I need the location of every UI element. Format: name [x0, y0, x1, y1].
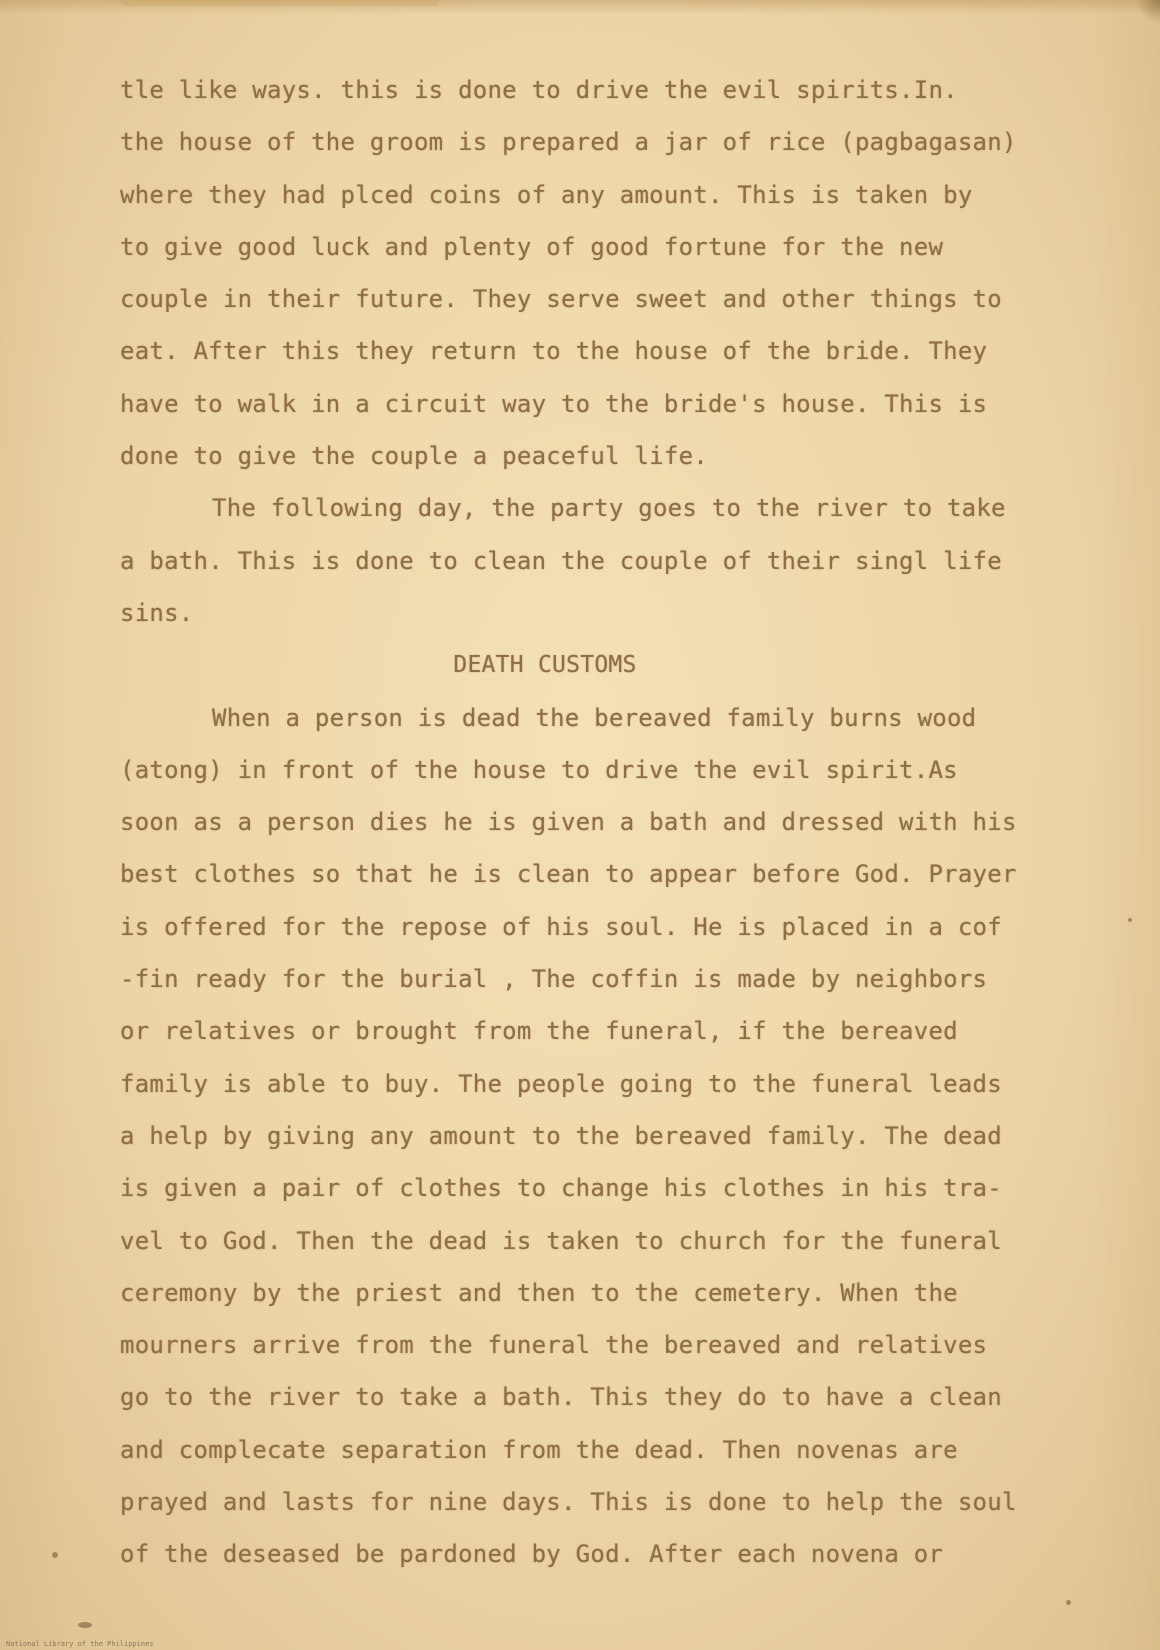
typed-text-body	[120, 64, 1060, 1581]
text-line: a bath. This is done to clean the couple of their singl life	[120, 546, 1002, 575]
paper-speck	[1066, 1600, 1071, 1605]
text-line: and complecate separation from the dead. Then novenas are	[120, 1435, 958, 1464]
text-line-indented: When a person is dead the bereaved family burns wood	[212, 703, 977, 732]
archive-footer-text: National Library of the Philippines	[6, 1640, 154, 1648]
text-line: -fin ready for the burial , The coffin is made by neighbors	[120, 965, 988, 994]
text-line: ceremony by the priest and then to the cemetery. When the	[120, 1278, 958, 1307]
text-line: a help by giving any amount to the bereaved family. The dead	[120, 1121, 1002, 1150]
text-line: of the deseased be pardoned by God. After each novena or	[120, 1540, 944, 1569]
section-heading-death-customs: DEATH CUSTOMS	[453, 652, 637, 679]
paper-speck	[52, 1552, 58, 1558]
paper-speck	[1128, 918, 1132, 922]
paper-corner-mark	[1138, 0, 1160, 26]
text-line: done to give the couple a peaceful life.	[120, 442, 708, 471]
text-line: where they had plced coins of any amount. This is taken by	[120, 180, 973, 209]
text-line: vel to God. Then the dead is taken to church for the funeral	[120, 1226, 1002, 1255]
paper-speck	[78, 1622, 92, 1628]
text-line: (atong) in front of the house to drive the evil spirit.As	[120, 755, 958, 784]
paper-top-tab	[120, 0, 440, 6]
text-line: couple in their future. They serve sweet and other things to	[120, 285, 1002, 314]
text-line: tle like ways. this is done to drive the evil spirits.In.	[120, 76, 958, 104]
text-line: the house of the groom is prepared a jar of rice (pagbagasan)	[120, 128, 1017, 157]
text-line: sins.	[120, 598, 194, 627]
text-line-indented: The following day, the party goes to the river to take	[212, 494, 1006, 523]
text-line: go to the river to take a bath. This they do to have a clean	[120, 1383, 1002, 1412]
text-line: or relatives or brought from the funeral, if the bereaved	[120, 1017, 958, 1046]
text-line: best clothes so that he is clean to appear before God. Prayer	[120, 860, 1017, 889]
text-line: to give good luck and plenty of good fortune for the new	[120, 232, 944, 261]
text-line: prayed and lasts for nine days. This is done to help the soul	[120, 1488, 1017, 1517]
text-line: mourners arrive from the funeral the bereaved and relatives	[120, 1331, 988, 1360]
text-line: is offered for the repose of his soul. He is placed in a cof	[120, 912, 1002, 941]
text-line: have to walk in a circuit way to the bride's house. This is	[120, 389, 988, 418]
text-line: is given a pair of clothes to change his clothes in his tra-	[120, 1174, 1002, 1203]
text-line: family is able to buy. The people going to the funeral leads	[120, 1069, 1002, 1098]
text-line: eat. After this they return to the house of the bride. They	[120, 337, 988, 366]
text-line: soon as a person dies he is given a bath and dressed with his	[120, 808, 1017, 837]
